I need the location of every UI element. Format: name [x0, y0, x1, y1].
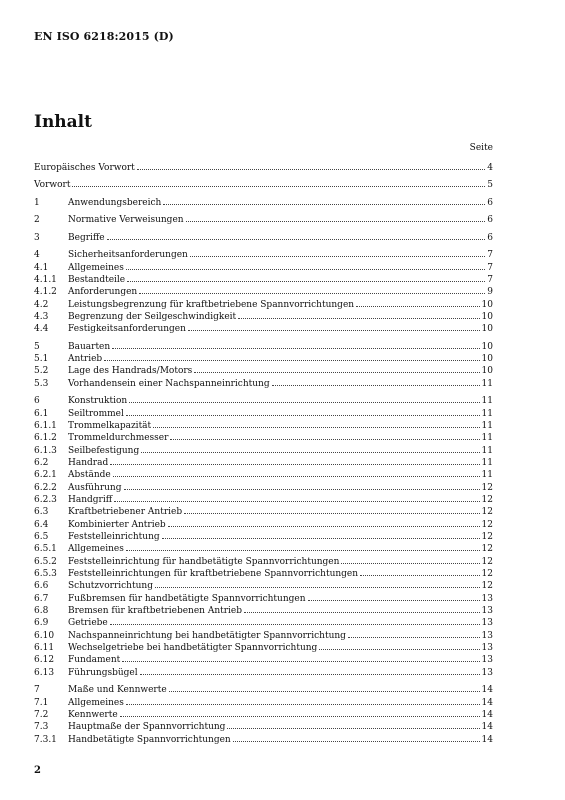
toc-entry-title: Ausführung — [68, 482, 122, 493]
toc-entry-page: 6 — [487, 232, 493, 243]
toc-entry-title: Kraftbetriebener Antrieb — [68, 507, 183, 518]
toc-entry-title: Hauptmaße der Spannvorrichtung — [68, 722, 226, 733]
toc-entry-number: 6.4 — [34, 519, 49, 530]
toc-entry-title: Wechselgetriebe bei handbetätigter Spannvorrichtung — [68, 643, 318, 654]
toc-entry-number: 6.6 — [34, 581, 49, 592]
toc-entry-number: 6.3 — [34, 507, 49, 518]
toc-entry-page: 11 — [481, 457, 493, 468]
toc-entry-page: 5 — [487, 180, 493, 191]
toc-entry-title: Bestandteile — [68, 274, 126, 285]
toc-dot-leader — [110, 623, 480, 625]
toc-entry[interactable] — [34, 341, 493, 353]
toc-entry-number: 4.4 — [34, 324, 49, 335]
toc-dot-leader — [126, 549, 480, 551]
toc-entry-page: 10 — [481, 366, 493, 377]
toc-entry-number: 6.5.3 — [34, 568, 57, 579]
toc-entry-page: 11 — [481, 445, 493, 456]
page-column-label: Seite — [469, 143, 493, 153]
toc-dot-leader — [319, 648, 479, 650]
toc-entry-page: 12 — [481, 482, 493, 493]
toc-entry-page: 7 — [487, 250, 493, 261]
table-of-contents — [34, 162, 493, 746]
toc-dot-leader — [188, 329, 480, 331]
toc-entry[interactable] — [34, 469, 493, 481]
toc-entry-page: 12 — [481, 531, 493, 542]
toc-dot-leader — [126, 268, 485, 270]
toc-entry-title: Seiltrommel — [68, 408, 124, 419]
toc-heading: Inhalt — [34, 112, 92, 132]
toc-entry-number: 3 — [34, 232, 40, 243]
toc-entry-number: 6.7 — [34, 593, 49, 604]
toc-entry-number: 4.1.1 — [34, 274, 57, 285]
toc-entry[interactable] — [34, 162, 493, 174]
toc-entry[interactable] — [34, 531, 493, 543]
toc-entry-number: 6.8 — [34, 606, 49, 616]
toc-dot-leader — [139, 292, 485, 294]
toc-entry-number: 6.10 — [34, 630, 55, 641]
toc-entry-title: Abstände — [68, 470, 111, 481]
toc-entry-page: 11 — [481, 408, 493, 419]
toc-dot-leader — [194, 371, 479, 373]
toc-entry-title: Festigkeitsanforderungen — [68, 324, 186, 335]
toc-entry-number: 6.1.2 — [34, 433, 57, 444]
toc-entry[interactable] — [34, 274, 493, 286]
toc-entry-page: 13 — [481, 606, 493, 616]
toc-entry-page: 12 — [481, 507, 493, 518]
toc-entry-title: Fußbremsen für handbetätigte Spannvorrichtungen — [68, 593, 306, 604]
toc-entry[interactable] — [34, 667, 493, 679]
toc-dot-leader — [120, 715, 480, 717]
toc-dot-leader — [122, 660, 479, 662]
toc-entry-page: 12 — [481, 568, 493, 579]
toc-entry-number: 4 — [34, 250, 40, 261]
toc-entry-title: Allgemeines — [68, 697, 124, 708]
toc-entry-title: Maße und Kennwerte — [68, 685, 167, 696]
toc-entry-title: Feststelleinrichtungen für kraftbetriebene Spannvorrichtungen — [68, 568, 359, 579]
toc-entry-title: Begriffe — [68, 232, 105, 243]
toc-entry[interactable] — [34, 593, 493, 605]
toc-entry-number: 6.12 — [34, 655, 55, 666]
toc-dot-leader — [163, 203, 485, 205]
toc-dot-leader — [227, 727, 479, 729]
toc-entry[interactable] — [34, 457, 493, 469]
toc-entry-number: 7 — [34, 685, 40, 696]
toc-dot-leader — [110, 463, 479, 465]
toc-entry[interactable] — [34, 432, 493, 444]
toc-dot-leader — [126, 703, 480, 705]
toc-entry[interactable] — [34, 617, 493, 629]
toc-dot-leader — [341, 562, 479, 564]
toc-entry-title: Antrieb — [68, 354, 103, 365]
toc-entry[interactable] — [34, 556, 493, 568]
toc-dot-leader — [162, 537, 480, 539]
toc-entry-title: Sicherheitsanforderungen — [68, 250, 188, 261]
toc-entry-title: Lage des Handrads/Motors — [68, 366, 193, 377]
toc-entry[interactable] — [34, 323, 493, 335]
toc-entry-title: Bremsen für kraftbetriebenen Antrieb — [68, 606, 242, 616]
toc-entry-number: 2 — [34, 215, 40, 226]
toc-entry-title: Begrenzung der Seilgeschwindigkeit — [68, 311, 237, 322]
toc-entry-number: 7.3 — [34, 722, 49, 733]
toc-dot-leader — [186, 220, 486, 222]
toc-entry-page: 10 — [481, 299, 493, 310]
toc-entry[interactable] — [34, 262, 493, 274]
toc-entry[interactable] — [34, 684, 493, 696]
toc-entry-title: Handgriff — [68, 494, 113, 505]
toc-dot-leader — [107, 238, 486, 240]
toc-entry-page: 4 — [487, 163, 493, 173]
toc-dot-leader — [113, 475, 480, 477]
toc-entry[interactable] — [34, 214, 493, 226]
toc-entry[interactable] — [34, 197, 493, 209]
toc-entry-title: Anforderungen — [68, 287, 138, 298]
toc-entry[interactable] — [34, 605, 493, 617]
toc-entry-number: 6.5.2 — [34, 556, 57, 567]
toc-entry-number: 6.5.1 — [34, 544, 57, 555]
toc-entry[interactable] — [34, 179, 493, 191]
toc-entry-number: 5.2 — [34, 366, 49, 377]
toc-dot-leader — [169, 690, 480, 692]
toc-entry[interactable] — [34, 395, 493, 407]
toc-entry-number: 4.2 — [34, 299, 49, 310]
toc-entry[interactable] — [34, 709, 493, 721]
toc-entry[interactable] — [34, 311, 493, 323]
toc-entry-page: 13 — [481, 593, 493, 604]
toc-entry-number: 6.2.2 — [34, 482, 57, 493]
toc-entry-page: 11 — [481, 470, 493, 481]
toc-entry[interactable] — [34, 642, 493, 654]
toc-entry-number: 5.1 — [34, 354, 49, 365]
toc-entry-page: 13 — [481, 630, 493, 641]
toc-dot-leader — [233, 740, 480, 742]
toc-entry-title: Nachspanneinrichtung bei handbetätigter Spannvorrichtung — [68, 630, 346, 641]
toc-entry[interactable] — [34, 506, 493, 518]
toc-dot-leader — [137, 168, 485, 170]
toc-entry-title: Seilbefestigung — [68, 445, 140, 456]
toc-entry-number: 6.1.1 — [34, 420, 57, 431]
toc-dot-leader — [170, 438, 479, 440]
toc-entry-page: 12 — [481, 494, 493, 505]
toc-entry[interactable] — [34, 420, 493, 432]
toc-dot-leader — [155, 586, 480, 588]
toc-entry-page: 11 — [481, 378, 493, 389]
toc-entry-title: Trommelkapazität — [68, 420, 152, 431]
toc-entry[interactable] — [34, 734, 493, 746]
toc-entry-page: 13 — [481, 643, 493, 654]
toc-entry-page: 12 — [481, 544, 493, 555]
toc-entry-number: 7.3.1 — [34, 734, 57, 745]
toc-entry-number: 6.9 — [34, 618, 49, 629]
toc-dot-leader — [124, 488, 480, 490]
toc-entry[interactable] — [34, 353, 493, 365]
toc-dot-leader — [129, 401, 479, 403]
toc-dot-leader — [238, 317, 479, 319]
toc-entry-page: 13 — [481, 655, 493, 666]
toc-entry-page: 11 — [481, 420, 493, 431]
toc-entry[interactable] — [34, 445, 493, 457]
toc-entry[interactable] — [34, 494, 493, 506]
toc-entry-title: Kennwerte — [68, 709, 118, 720]
toc-dot-leader — [360, 574, 479, 576]
toc-entry-title: Feststelleinrichtung — [68, 531, 160, 542]
toc-entry-page: 14 — [481, 697, 493, 708]
toc-entry-number: 6.13 — [34, 667, 55, 678]
toc-entry[interactable] — [34, 378, 493, 390]
toc-entry-page: 14 — [481, 709, 493, 720]
toc-dot-leader — [356, 305, 479, 307]
toc-entry[interactable] — [34, 519, 493, 531]
toc-entry-number: 4.3 — [34, 311, 49, 322]
toc-entry-number: 6.1.3 — [34, 445, 57, 456]
toc-dot-leader — [153, 426, 479, 428]
toc-entry[interactable] — [34, 249, 493, 261]
toc-entry-title: Getriebe — [68, 618, 108, 629]
toc-entry-page: 7 — [487, 262, 493, 273]
toc-dot-leader — [168, 525, 480, 527]
toc-dot-leader — [126, 414, 480, 416]
toc-entry-title: Schutzvorrichtung — [68, 581, 153, 592]
toc-entry-page: 14 — [481, 734, 493, 745]
toc-entry[interactable] — [34, 654, 493, 666]
toc-entry[interactable] — [34, 697, 493, 709]
toc-entry-page: 13 — [481, 618, 493, 629]
toc-entry-title: Trommeldurchmesser — [68, 433, 169, 444]
toc-dot-leader — [272, 384, 480, 386]
toc-dot-leader — [72, 185, 485, 187]
toc-entry-title: Fundament — [68, 655, 121, 666]
toc-dot-leader — [114, 500, 479, 502]
toc-entry-number: 6.2 — [34, 457, 49, 468]
toc-entry-page: 6 — [487, 215, 493, 226]
toc-entry[interactable] — [34, 408, 493, 420]
toc-entry[interactable] — [34, 365, 493, 377]
toc-entry-title: Normative Verweisungen — [68, 215, 184, 226]
toc-entry-number: 6.5 — [34, 531, 49, 542]
toc-entry[interactable] — [34, 299, 493, 311]
toc-entry-title: Feststelleinrichtung für handbetätigte Spannvorrichtungen — [68, 556, 340, 567]
document-id-header: EN ISO 6218:2015 (D) — [34, 30, 174, 43]
toc-entry-page: 6 — [487, 197, 493, 208]
toc-entry-title: Bauarten — [68, 341, 111, 352]
toc-dot-leader — [190, 255, 485, 257]
toc-entry-number: 6.2.1 — [34, 470, 57, 481]
toc-entry-title: Leistungsbegrenzung für kraftbetriebene Spannvorrichtungen — [68, 299, 355, 310]
toc-entry-title: Handrad — [68, 457, 109, 468]
toc-entry[interactable] — [34, 482, 493, 494]
toc-entry-page: 11 — [481, 433, 493, 444]
toc-entry-page: 10 — [481, 324, 493, 335]
toc-entry-title: Führungsbügel — [68, 667, 138, 678]
toc-dot-leader — [244, 611, 480, 613]
toc-entry-title: Handbetätigte Spannvorrichtungen — [68, 734, 231, 745]
toc-entry-number: 5 — [34, 341, 40, 352]
toc-entry[interactable] — [34, 286, 493, 298]
toc-entry[interactable] — [34, 568, 493, 580]
toc-entry-number: 1 — [34, 197, 40, 208]
toc-dot-leader — [184, 512, 479, 514]
toc-dot-leader — [308, 599, 480, 601]
toc-entry-number: 5.3 — [34, 378, 49, 389]
toc-entry[interactable] — [34, 232, 493, 244]
toc-entry-page: 12 — [481, 556, 493, 567]
toc-entry-title: Allgemeines — [68, 544, 124, 555]
toc-entry-page: 9 — [487, 287, 493, 298]
toc-entry-page: 14 — [481, 685, 493, 696]
toc-entry-number: 6.11 — [34, 643, 55, 654]
toc-entry-number: 6.2.3 — [34, 494, 57, 505]
toc-entry-title: Vorwort — [34, 180, 71, 191]
toc-entry[interactable] — [34, 543, 493, 555]
toc-dot-leader — [140, 673, 480, 675]
toc-entry-page: 13 — [481, 667, 493, 678]
toc-entry-page: 7 — [487, 274, 493, 285]
toc-entry-page: 10 — [481, 354, 493, 365]
toc-entry-title: Allgemeines — [68, 262, 124, 273]
toc-dot-leader — [127, 280, 485, 282]
toc-dot-leader — [104, 359, 479, 361]
toc-entry-number: 6.1 — [34, 408, 49, 419]
toc-dot-leader — [112, 347, 479, 349]
toc-entry-page: 10 — [481, 341, 493, 352]
toc-entry-page: 12 — [481, 519, 493, 530]
toc-entry[interactable] — [34, 630, 493, 642]
toc-entry-number: 7.1 — [34, 697, 49, 708]
toc-entry-number: 6 — [34, 396, 40, 407]
toc-entry-number: 4.1 — [34, 262, 49, 273]
toc-dot-leader — [348, 636, 480, 638]
toc-entry-title: Konstruktion — [68, 396, 128, 407]
toc-entry[interactable] — [34, 721, 493, 733]
page-number: 2 — [34, 765, 41, 776]
toc-entry-page: 10 — [481, 311, 493, 322]
toc-entry-page: 12 — [481, 581, 493, 592]
toc-entry-page: 11 — [481, 396, 493, 407]
toc-entry-number: 7.2 — [34, 709, 49, 720]
toc-entry-title: Kombinierter Antrieb — [68, 519, 166, 530]
toc-entry-page: 14 — [481, 722, 493, 733]
toc-entry[interactable] — [34, 580, 493, 592]
toc-entry-title: Anwendungsbereich — [68, 197, 162, 208]
toc-entry-number: 4.1.2 — [34, 287, 57, 298]
toc-entry-title: Europäisches Vorwort — [34, 163, 135, 173]
toc-dot-leader — [141, 451, 479, 453]
toc-entry-title: Vorhandensein einer Nachspanneinrichtung — [68, 378, 270, 389]
